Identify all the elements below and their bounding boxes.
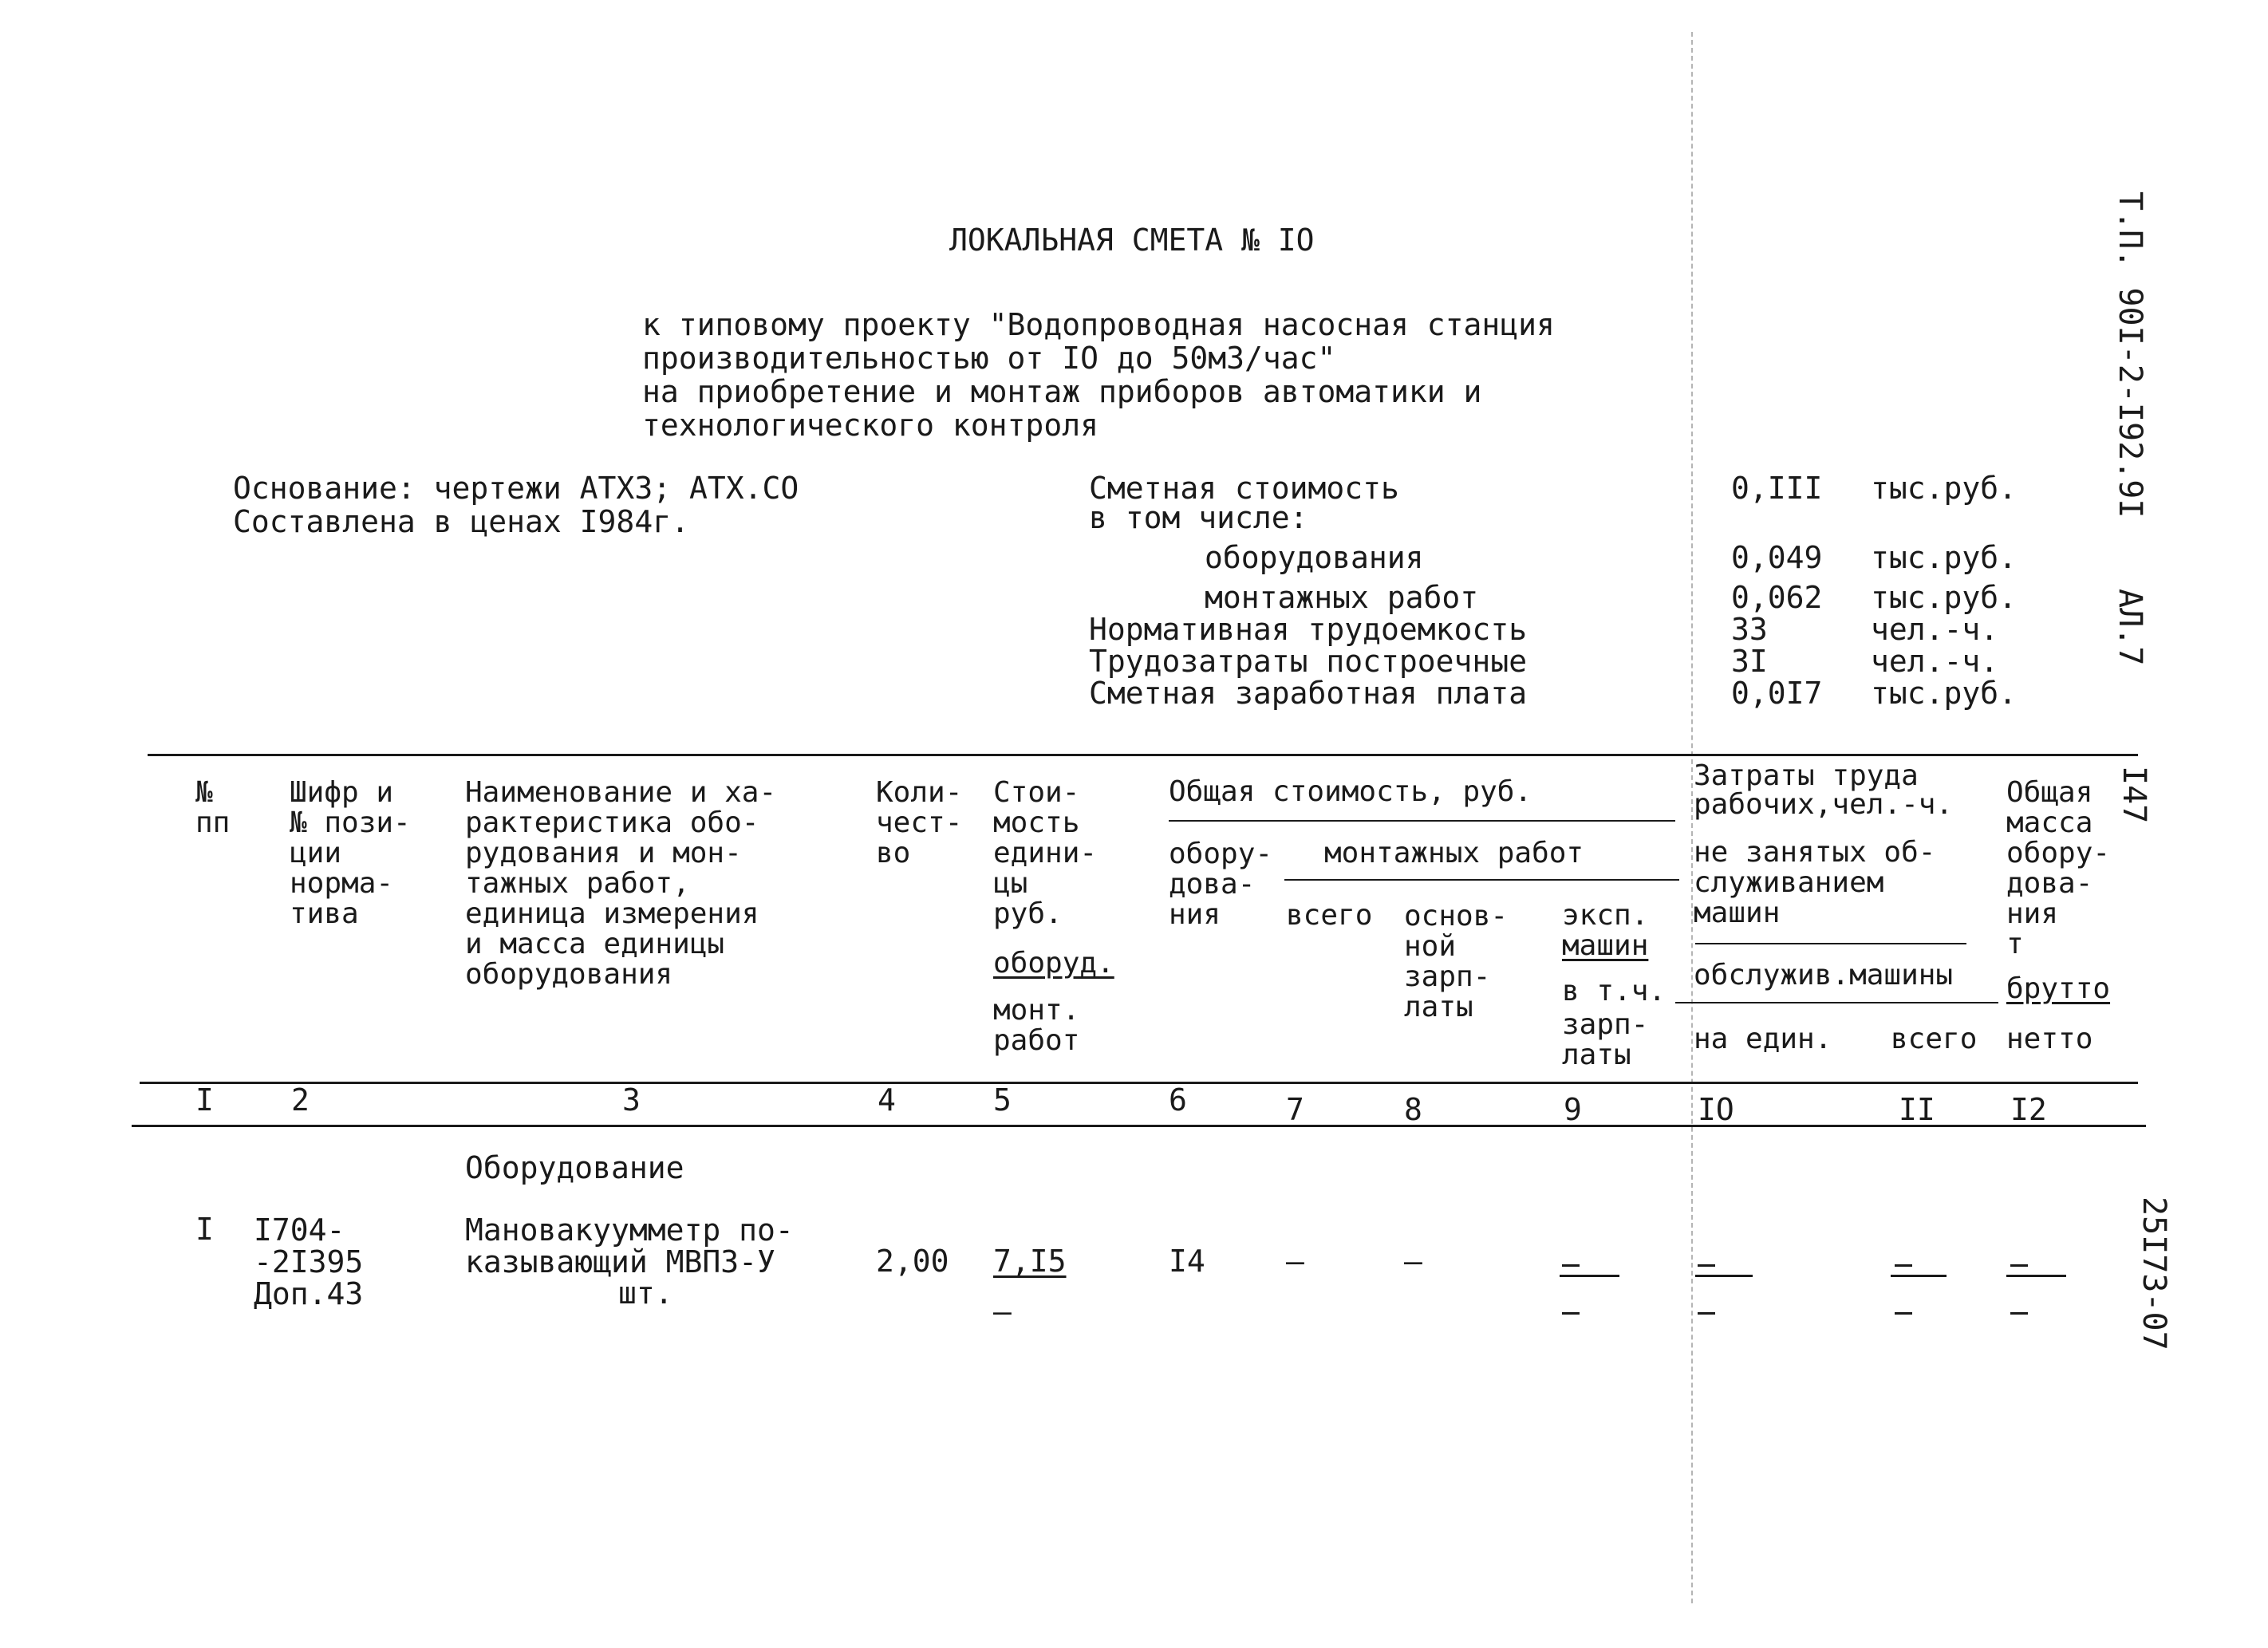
summary-label: Сметная заработная плата [1089, 676, 1528, 711]
col-number: II [1899, 1092, 1935, 1127]
doc-code: Т.П. 90I-2-I92.9I [2112, 191, 2148, 518]
header-labor-unit: на един. [1694, 1023, 1832, 1055]
row-inst-basic: – [1404, 1244, 1422, 1279]
summary-label: Сметная стоимость [1089, 471, 1399, 506]
rule-labor-serv [1675, 1002, 1998, 1003]
cell-dash [1698, 1264, 1715, 1267]
page-number: I47 [2116, 766, 2152, 824]
cell-dash [1562, 1264, 1580, 1267]
header-unit-cost-mont: монт. работ [993, 994, 1080, 1057]
section-heading: Оборудование [465, 1150, 684, 1185]
header-inst-total: всего [1286, 899, 1373, 932]
summary-label: Трудозатраты построечные [1089, 644, 1528, 679]
cell-dash [2006, 1275, 2066, 1277]
row-code: I704- -2I395 Доп.43 [254, 1212, 364, 1311]
summary-unit: тыс.руб. [1871, 580, 2018, 615]
col-number: 5 [993, 1082, 1012, 1118]
rule-labor [1695, 943, 1966, 944]
row-price: 7,I5 [993, 1244, 1067, 1279]
summary-value: 33 [1731, 612, 1768, 647]
sheet-number: АЛ.7 [2112, 589, 2148, 666]
summary-unit: чел.-ч. [1871, 612, 1999, 647]
cell-dash [1895, 1312, 1912, 1315]
cell-dash [1695, 1275, 1753, 1277]
header-labor-total: всего [1891, 1023, 1978, 1055]
summary-unit: чел.-ч. [1871, 644, 1999, 679]
header-inst-mach2: машин [1562, 929, 1649, 962]
row-price-mont: – [993, 1294, 1012, 1329]
col-number: 9 [1564, 1092, 1582, 1127]
col-number: IО [1698, 1092, 1734, 1127]
header-equipment: обору- дова- ния [1169, 838, 1273, 931]
col-number: I [195, 1082, 214, 1118]
cell-dash [2010, 1312, 2028, 1315]
header-mass: Общая масса обору- дова- ния т [2006, 776, 2111, 960]
header-total-cost: Общая стоимость, руб. [1169, 775, 1532, 808]
row-inst-total: – [1286, 1244, 1304, 1279]
header-mass-net: нетто [2006, 1023, 2093, 1055]
row-name: Мановакуумметр по- казывающий МВПЗ-У [465, 1212, 794, 1279]
summary-label: оборудования [1205, 540, 1424, 575]
header-inst-mach: эксп. [1562, 899, 1649, 932]
summary-value: 0,0I7 [1731, 676, 1823, 711]
header-labor-serv: обслужив.машины [1694, 959, 1954, 992]
summary-value: 3I [1731, 644, 1768, 679]
basis-line-1: Основание: чертежи АТХЗ; АТХ.СО [233, 471, 799, 506]
summary-unit: тыс.руб. [1871, 540, 2018, 575]
project-line-4: технологического контроля [642, 408, 1099, 443]
header-num: № пп [195, 776, 231, 839]
summary-value: 0,III [1731, 471, 1823, 506]
summary-unit: тыс.руб. [1871, 471, 2018, 506]
header-bottom-rule [140, 1082, 2138, 1084]
summary-value: 0,062 [1731, 580, 1823, 615]
page-title: ЛОКАЛЬНАЯ СМЕТА № IО [949, 223, 1315, 258]
col-number: 7 [1286, 1092, 1304, 1127]
project-line-1: к типовому проекту "Водопроводная насосная станция [642, 307, 1555, 342]
archive-stamp: 25I73-07 [2136, 1197, 2172, 1350]
rule-installation [1284, 879, 1679, 881]
summary-unit: тыс.руб. [1871, 676, 2018, 711]
project-line-2: производительностью от IО до 50мЗ/час" [642, 341, 1336, 376]
header-unit-cost-equip: оборуд. [993, 947, 1114, 980]
project-line-3: на приобретение и монтаж приборов автоматики и [642, 374, 1482, 409]
header-name: Наименование и ха- рактеристика обо- рудования и мон- тажных работ, единица измерения и масса единицы оборудования [465, 776, 777, 991]
cell-dash [2010, 1264, 2028, 1267]
header-labor: Затраты труда рабочих,чел.-ч. [1694, 759, 1954, 821]
cell-dash [1895, 1264, 1912, 1267]
header-code: Шифр и № пози- ции норма- тива [290, 776, 411, 930]
colnum-bottom-rule [132, 1125, 2146, 1127]
header-unit-cost: Стои- мость едини- цы руб. [993, 776, 1098, 930]
cell-dash [1698, 1312, 1715, 1315]
basis-line-2: Составлена в ценах I984г. [233, 504, 689, 539]
header-inst-mach3: в т.ч. [1562, 975, 1666, 1007]
header-labor-not: не занятых об- служиванием машин [1694, 836, 1936, 929]
col-number: 8 [1404, 1092, 1422, 1127]
table-top-rule [148, 754, 2138, 756]
col-number: 3 [622, 1082, 641, 1118]
col-number: 2 [291, 1082, 310, 1118]
cell-dash [1562, 1312, 1580, 1315]
row-unit: шт. [618, 1275, 673, 1311]
summary-label: монтажных работ [1205, 580, 1479, 615]
header-mass-gross: брутто [2006, 972, 2111, 1005]
cell-dash [1891, 1275, 1947, 1277]
row-equip-cost: I4 [1169, 1244, 1205, 1279]
col-number: 6 [1169, 1082, 1187, 1118]
summary-label: в том числе: [1089, 500, 1308, 535]
col-number: 4 [878, 1082, 896, 1118]
summary-label: Нормативная трудоемкость [1089, 612, 1528, 647]
header-inst-basic: основ- ной зарп- латы [1404, 900, 1509, 1023]
header-installation: монтажных работ [1324, 837, 1584, 869]
header-qty: Коли- чест- во [876, 776, 963, 869]
rule-total-cost [1169, 820, 1675, 822]
header-inst-mach4: зарп- латы [1562, 1008, 1649, 1071]
col-number: I2 [2010, 1092, 2047, 1127]
summary-value: 0,049 [1731, 540, 1823, 575]
row-num: I [195, 1212, 214, 1247]
cell-dash [1560, 1275, 1619, 1277]
fold-line [1691, 32, 1693, 1603]
row-qty: 2,00 [876, 1244, 949, 1279]
